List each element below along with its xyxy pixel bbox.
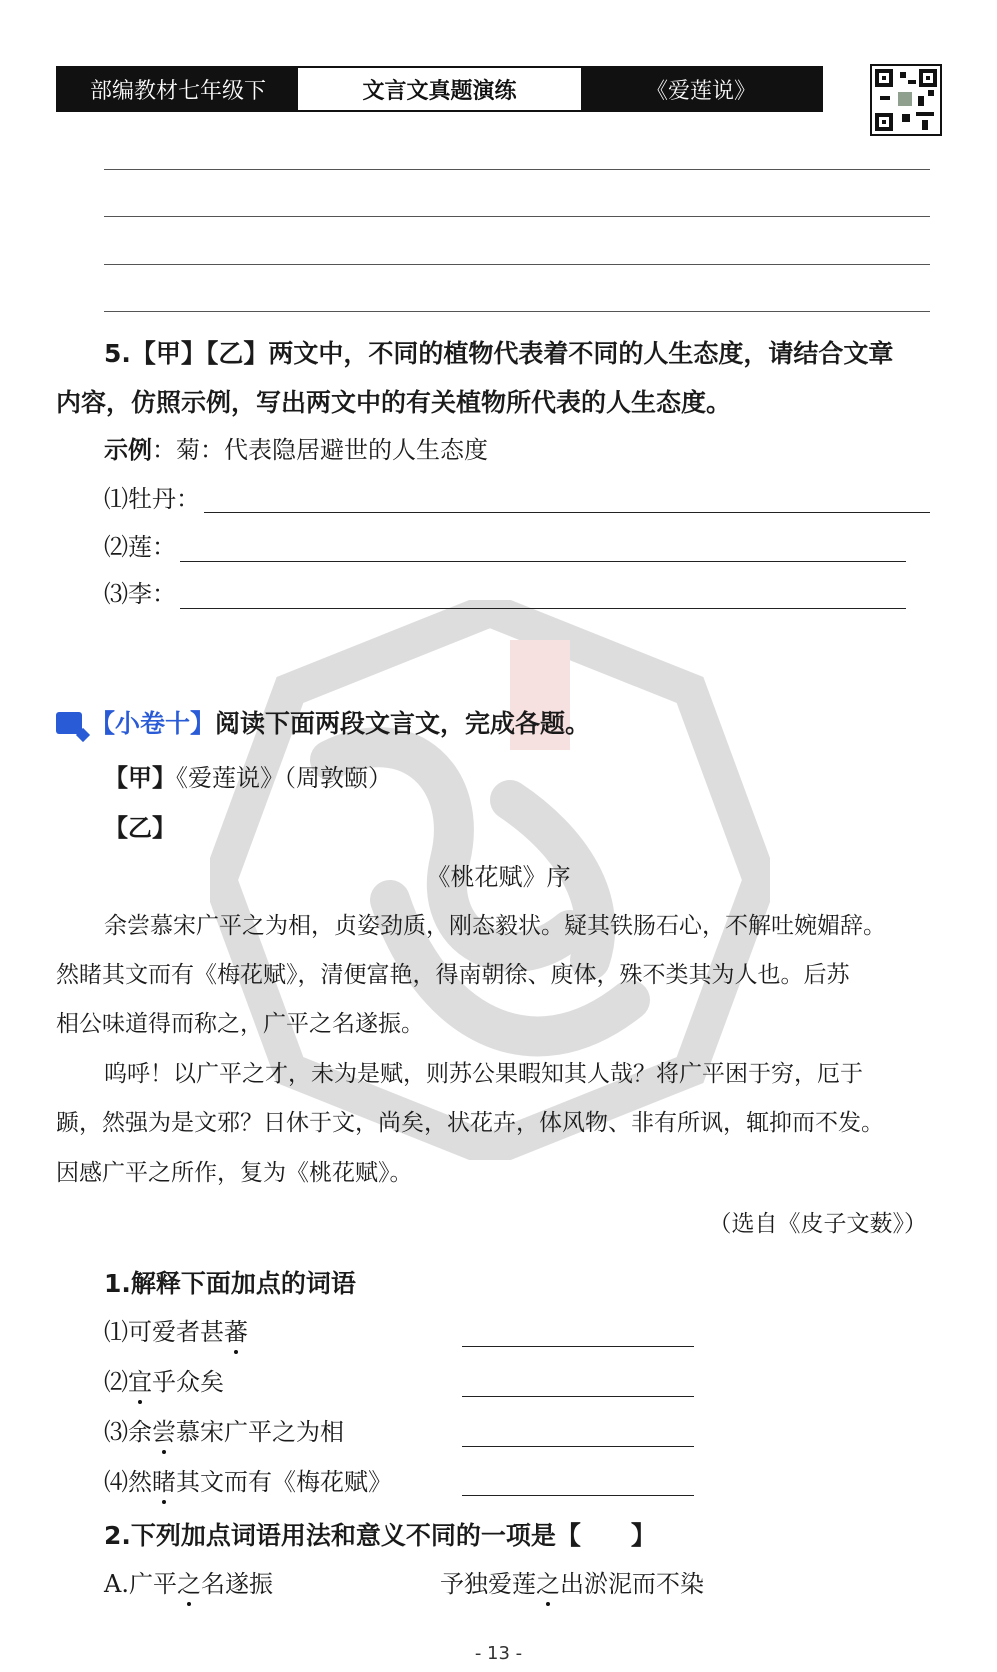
q1-answer-line[interactable] bbox=[462, 1446, 694, 1447]
q2-dotted-word: 之 bbox=[176, 1570, 201, 1598]
header-title: 文言文真题演练 bbox=[298, 68, 581, 110]
q1-item-text: ⑷然 bbox=[104, 1468, 152, 1496]
q5-example bbox=[104, 434, 488, 466]
passage-line: 因感广平之所作，复为《桃花赋》。 bbox=[56, 1160, 413, 1186]
q1-dotted-word: 宜 bbox=[128, 1368, 152, 1396]
section-tag: 【小卷十】 bbox=[90, 709, 216, 738]
q2-title: 2.下列加点词语用法和意义不同的一项是【 】 bbox=[104, 1521, 656, 1550]
q5-answer-line3[interactable] bbox=[180, 608, 906, 609]
q1-item bbox=[104, 1416, 344, 1448]
section-instruction: 阅读下面两段文言文，完成各题。 bbox=[215, 709, 591, 738]
q2-option-text: 予独爱莲 bbox=[440, 1570, 536, 1598]
header-grade: 部编教材七年级下 bbox=[58, 68, 298, 110]
q2-dotted-word: 之 bbox=[536, 1570, 560, 1598]
q2-option-text: A.广平 bbox=[104, 1570, 177, 1598]
q5-item3: ⑶李： bbox=[104, 580, 176, 608]
q5-example-text: ：菊：代表隐居避世的人生态度 bbox=[152, 436, 488, 464]
q5-line1: 5.【甲】【乙】两文中，不同的植物代表着不同的人生态度，请结合文章 bbox=[104, 339, 894, 368]
q1-answer-line[interactable] bbox=[462, 1495, 694, 1496]
qr-code-icon bbox=[870, 64, 942, 136]
header-bar bbox=[56, 66, 823, 112]
q1-item-text: ⑵ bbox=[104, 1368, 128, 1396]
q1-dotted-word: 蕃 bbox=[224, 1318, 248, 1346]
q1-answer-line[interactable] bbox=[462, 1396, 694, 1397]
passage-line: 呜呼！以广平之才，未为是赋，则苏公果暇知其人哉？将广平困于穷，厄于 bbox=[104, 1061, 863, 1087]
jia-line bbox=[104, 762, 392, 794]
q1-item bbox=[104, 1316, 248, 1348]
q2-option-text: 出淤泥而不染 bbox=[560, 1570, 704, 1598]
answer-line bbox=[104, 311, 930, 312]
q5-example-label: 示例 bbox=[104, 436, 152, 464]
page-number: - 13 - bbox=[474, 1643, 523, 1664]
bookmark-icon bbox=[56, 712, 82, 734]
q1-item-text: ⑶余 bbox=[104, 1418, 152, 1446]
q1-item-text: ⑴可爱者甚 bbox=[104, 1318, 224, 1346]
q5-answer-line2[interactable] bbox=[180, 561, 906, 562]
header-lesson: 《爱莲说》 bbox=[581, 68, 821, 110]
q5-item2: ⑵莲： bbox=[104, 533, 176, 561]
passage-source: （选自《皮子文薮》） bbox=[708, 1211, 927, 1237]
section-heading bbox=[90, 708, 590, 740]
q1-answer-line[interactable] bbox=[462, 1346, 694, 1347]
q2-option-text: 名遂振 bbox=[200, 1570, 273, 1598]
answer-line bbox=[104, 216, 930, 217]
passage-line: 然睹其文而有《梅花赋》，清便富艳，得南朝徐、庾体，殊不类其为人也。后苏 bbox=[56, 962, 850, 988]
q1-item bbox=[104, 1466, 392, 1498]
jia-text: 《爱莲说》（周敦颐） bbox=[176, 764, 392, 792]
passage-line: 踬，然强为是文邪？日休于文，尚矣，状花卉，体风物、非有所讽，辄抑而不发。 bbox=[56, 1110, 884, 1136]
jia-label: 【甲】 bbox=[104, 764, 176, 792]
q5-line2: 内容，仿照示例，写出两文中的有关植物所代表的人生态度。 bbox=[56, 388, 732, 417]
q1-dotted-word: 尝 bbox=[152, 1418, 176, 1446]
q5-item1: ⑴牡丹： bbox=[104, 485, 200, 513]
answer-line bbox=[104, 264, 930, 265]
passage-title: 《桃花赋》序 bbox=[426, 863, 571, 891]
answer-line bbox=[104, 169, 930, 170]
q5-answer-line1[interactable] bbox=[204, 512, 930, 513]
yi-label: 【乙】 bbox=[104, 814, 176, 842]
q2-option-a[interactable] bbox=[104, 1568, 273, 1600]
q1-title: 1.解释下面加点的词语 bbox=[104, 1269, 356, 1298]
q1-item-text: 其文而有《梅花赋》 bbox=[176, 1468, 392, 1496]
q1-item-text: 慕宋广平之为相 bbox=[176, 1418, 344, 1446]
q1-item bbox=[104, 1366, 224, 1398]
q1-item-text: 乎众矣 bbox=[152, 1368, 224, 1396]
q1-dotted-word: 睹 bbox=[152, 1468, 176, 1496]
passage-line: 余尝慕宋广平之为相，贞姿劲质，刚态毅状。疑其铁肠石心，不解吐婉媚辞。 bbox=[104, 913, 886, 939]
passage-line: 相公味道得而称之，广平之名遂振。 bbox=[56, 1011, 424, 1037]
q2-option-a-compare bbox=[440, 1568, 704, 1600]
